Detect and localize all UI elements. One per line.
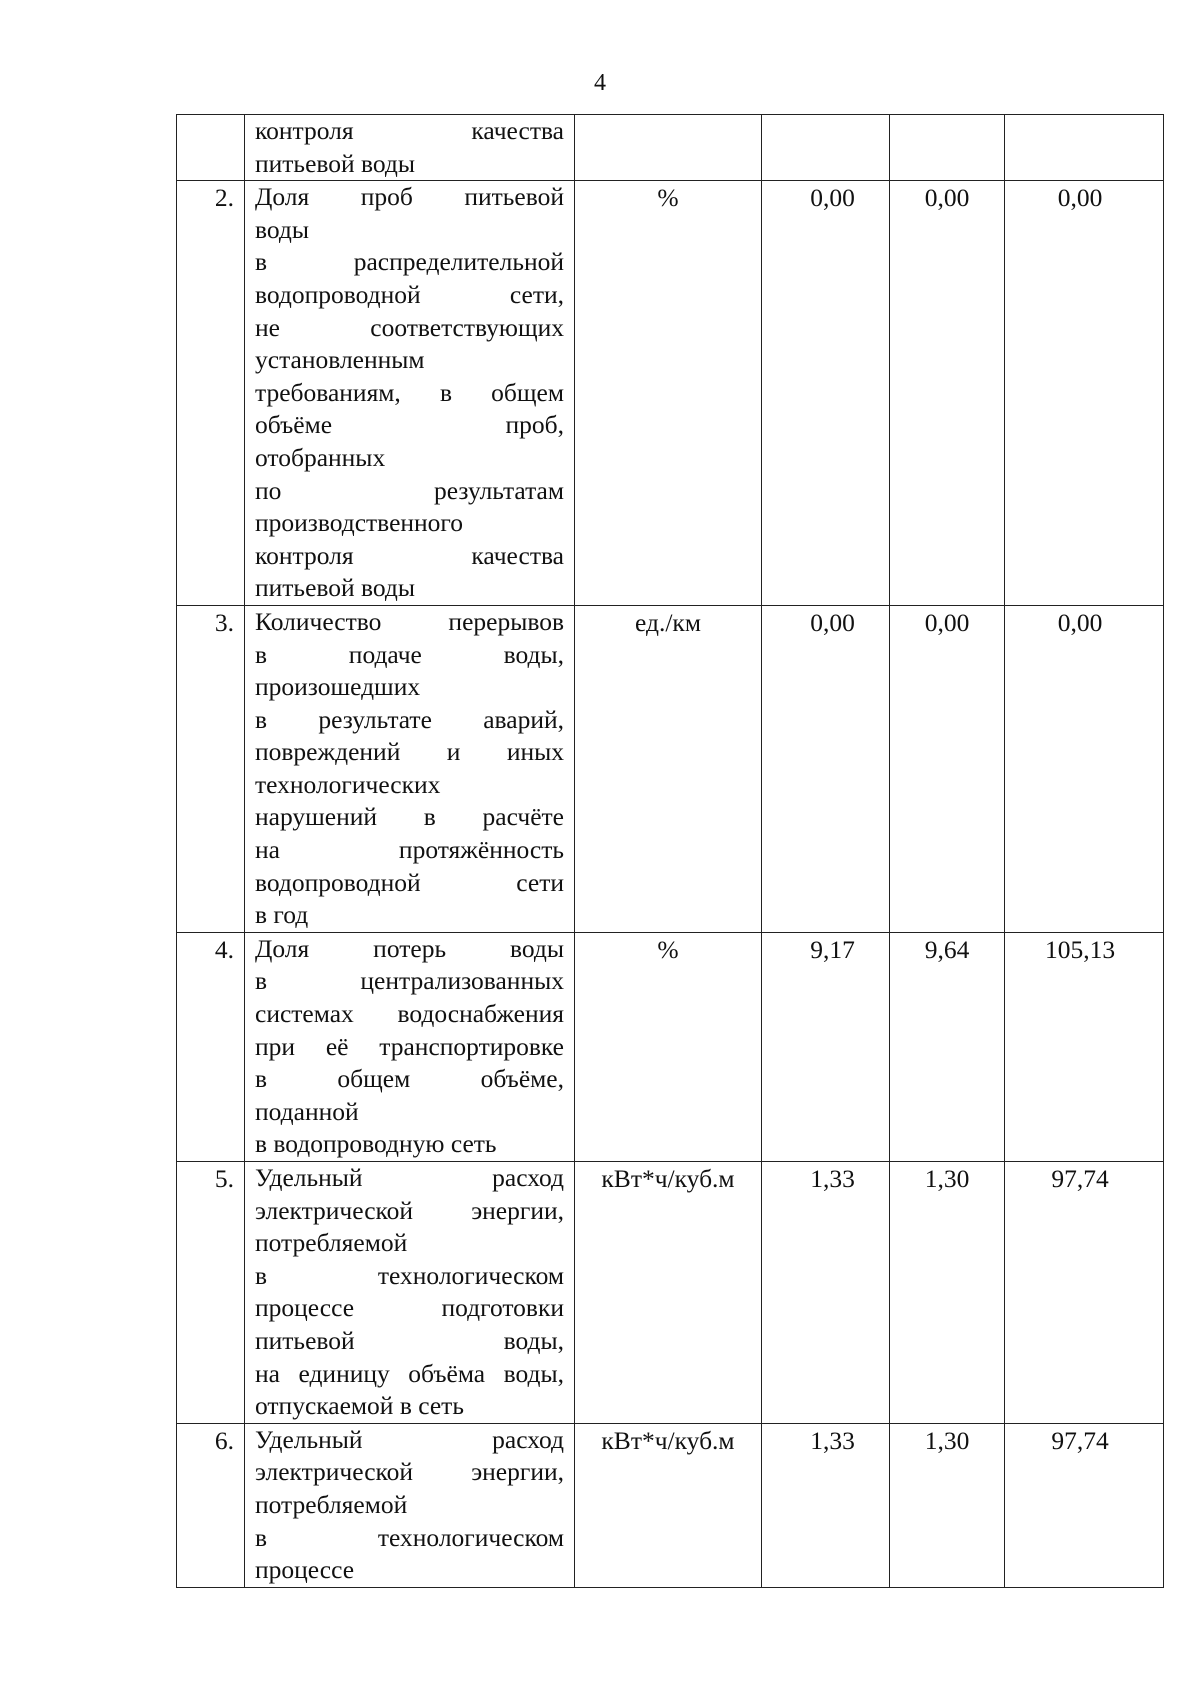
value-cell-1: 0,00 [762, 181, 890, 606]
indicator-name-line: требованиям, в общем [255, 377, 564, 407]
table-row [177, 1162, 1164, 1424]
indicator-name-line: в распределительной [255, 247, 564, 277]
indicator-name-line: в водопроводную сеть [255, 1129, 497, 1159]
indicator-name-line: при её транспортировке [255, 1031, 564, 1061]
value-cell-3 [1005, 115, 1164, 181]
indicators-table [176, 114, 1164, 1588]
table-row [177, 1423, 1164, 1587]
indicator-name-line: в технологическом [255, 1260, 564, 1290]
row-number-cell: 2. [177, 181, 245, 606]
indicator-name-line: питьевой воды [255, 573, 416, 603]
indicator-name-line: контроля качества [255, 116, 564, 145]
value-cell-2 [890, 115, 1005, 181]
row-number-cell: 6. [177, 1423, 245, 1587]
indicator-name-line: на протяжённость [255, 835, 564, 865]
indicator-name-line: производственного [255, 508, 464, 538]
table-row [177, 605, 1164, 932]
value-cell-1: 1,33 [762, 1162, 890, 1424]
indicator-name-line: контроля качества [255, 540, 564, 570]
indicator-name-line: потребляемой [255, 1228, 408, 1258]
unit-cell [575, 115, 762, 181]
indicator-name-line: питьевой воды, [255, 1325, 564, 1355]
indicator-name-line: в год [255, 900, 309, 930]
indicator-name-line: в централизованных [255, 966, 564, 996]
indicator-name-line: потребляемой [255, 1489, 408, 1519]
indicator-name-line: по результатам [255, 475, 564, 505]
unit-cell: % [575, 181, 762, 606]
value-cell-2: 1,30 [890, 1423, 1005, 1587]
indicator-name-line: на единицу объёма воды, [255, 1358, 564, 1388]
indicator-name-line: воды [255, 214, 309, 244]
indicator-name-line: процессе подготовки [255, 1293, 564, 1323]
value-cell-2: 1,30 [890, 1162, 1005, 1424]
indicator-name-cell [245, 181, 575, 606]
page-number: 4 [594, 70, 606, 96]
indicator-name-line: отпускаемой в сеть [255, 1391, 464, 1421]
table-body [177, 115, 1164, 1588]
indicator-name-line: электрической энергии, [255, 1195, 564, 1225]
indicator-name-line: системах водоснабжения [255, 999, 564, 1029]
indicator-name-line: в подаче воды, [255, 639, 564, 669]
indicator-name-line: водопроводной сети, [255, 279, 564, 309]
indicator-name-line: нарушений в расчёте [255, 802, 564, 832]
value-cell-3: 105,13 [1005, 932, 1164, 1161]
indicator-name-line: отобранных [255, 442, 386, 472]
value-cell-3: 0,00 [1005, 605, 1164, 932]
value-cell-1: 0,00 [762, 605, 890, 932]
row-number-cell: 5. [177, 1162, 245, 1424]
unit-cell: кВт*ч/куб.м [575, 1423, 762, 1587]
row-number-cell [177, 115, 245, 181]
indicator-name-line: Удельный расход [255, 1424, 564, 1454]
indicator-name-line: процессе [255, 1555, 355, 1585]
indicator-name-line: Доля потерь воды [255, 933, 564, 963]
indicator-name-cell [245, 932, 575, 1161]
indicator-name-line: в результате аварий, [255, 704, 564, 734]
value-cell-2: 0,00 [890, 181, 1005, 606]
indicator-name-line: электрической энергии, [255, 1457, 564, 1487]
value-cell-1 [762, 115, 890, 181]
indicator-name-line: Удельный расход [255, 1163, 564, 1192]
table-row [177, 932, 1164, 1161]
value-cell-3: 97,74 [1005, 1423, 1164, 1587]
indicator-name-line: объёме проб, [255, 410, 564, 440]
indicator-name-line: Количество перерывов [255, 606, 564, 636]
indicator-name-line: установленным [255, 345, 425, 375]
indicator-name-line: в общем объёме, [255, 1064, 564, 1094]
indicator-name-line: питьевой воды [255, 148, 416, 178]
value-cell-1: 1,33 [762, 1423, 890, 1587]
indicator-name-line: в технологическом [255, 1522, 564, 1552]
indicator-name-line: технологических [255, 769, 441, 799]
indicator-name-line: Доля проб питьевой [255, 182, 564, 212]
indicator-name-line: повреждений и иных [255, 737, 564, 767]
value-cell-3: 0,00 [1005, 181, 1164, 606]
value-cell-1: 9,17 [762, 932, 890, 1161]
indicator-name-line: не соответствующих [255, 312, 564, 342]
row-number-cell: 3. [177, 605, 245, 932]
value-cell-2: 0,00 [890, 605, 1005, 932]
indicator-name-line: произошедших [255, 672, 421, 702]
indicator-name-cell [245, 1423, 575, 1587]
indicator-name-cell [245, 605, 575, 932]
row-number-cell: 4. [177, 932, 245, 1161]
unit-cell: % [575, 932, 762, 1161]
table-row [177, 181, 1164, 606]
value-cell-3: 97,74 [1005, 1162, 1164, 1424]
table-row [177, 115, 1164, 181]
indicator-name-line: поданной [255, 1096, 359, 1126]
indicator-name-cell [245, 1162, 575, 1424]
indicator-name-cell [245, 115, 575, 181]
unit-cell: кВт*ч/куб.м [575, 1162, 762, 1424]
unit-cell: ед./км [575, 605, 762, 932]
indicator-name-line: водопроводной сети [255, 867, 564, 897]
value-cell-2: 9,64 [890, 932, 1005, 1161]
